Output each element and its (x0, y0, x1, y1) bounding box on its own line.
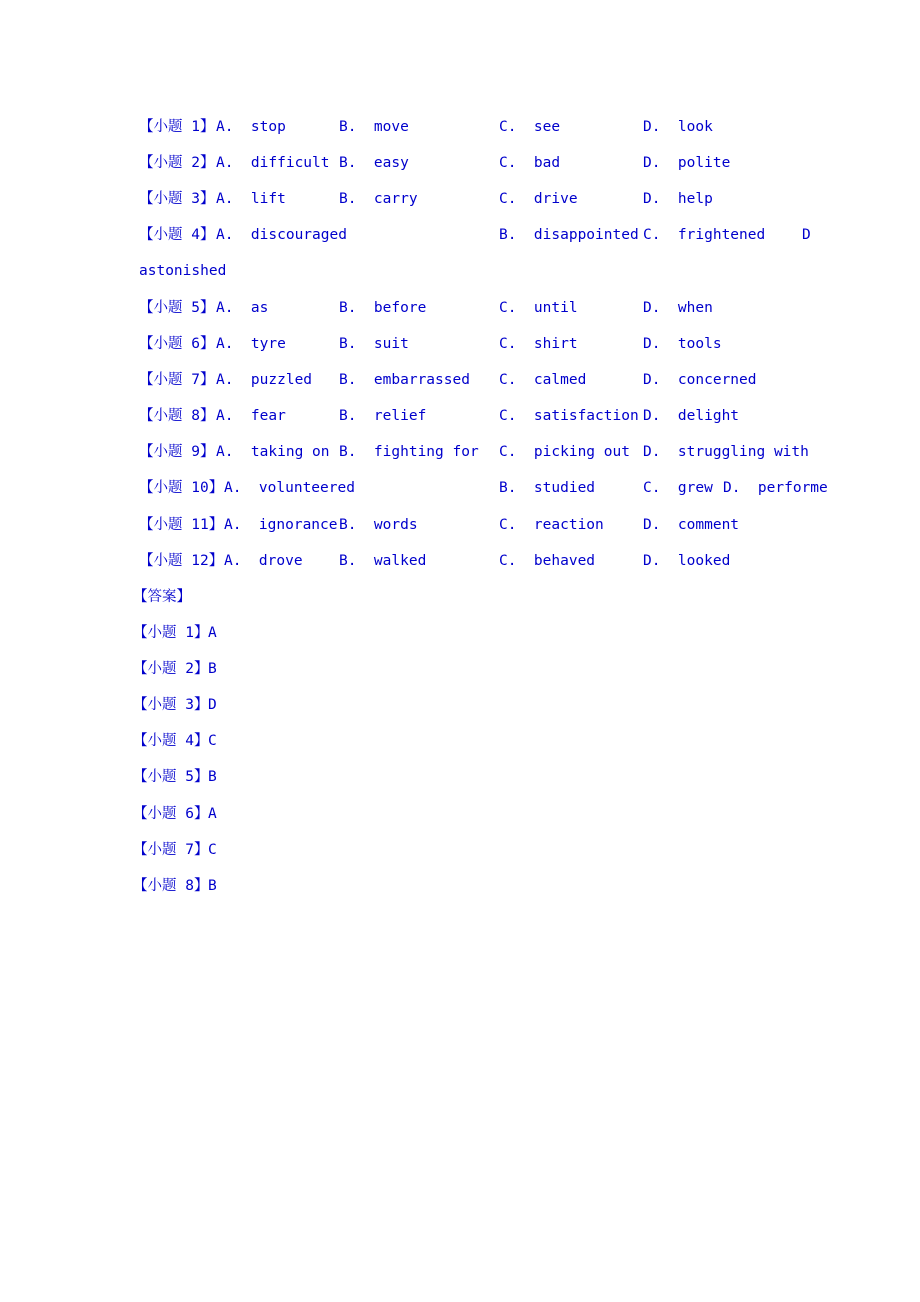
answer-number: 【小题 7】 (133, 842, 209, 858)
question-number: 【小题 5】 (139, 300, 215, 316)
option-b: B. carry (339, 191, 418, 207)
answer-number: 【小题 1】 (133, 625, 209, 641)
question-row-2 (0, 153, 731, 173)
question-row-4 (0, 225, 811, 245)
option-b: B. before (339, 300, 427, 316)
option-b: B. words (339, 517, 418, 533)
answer-value: B (208, 661, 217, 677)
option-d: D (802, 227, 811, 243)
answer-heading (0, 587, 191, 607)
option-d: D. tools (643, 336, 722, 352)
option-d: D. look (643, 119, 713, 135)
question-number: 【小题 2】 (139, 155, 215, 171)
answer-row-2 (0, 659, 217, 679)
option-a: A. drove (224, 553, 303, 569)
option-b: B. disappointed (499, 227, 639, 243)
answer-value: A (208, 806, 217, 822)
answer-number: 【小题 3】 (133, 697, 209, 713)
answer-row-8 (0, 876, 217, 896)
question-number: 【小题 6】 (139, 336, 215, 352)
answer-row-3 (0, 695, 217, 715)
option-b: B. move (339, 119, 409, 135)
option-c: C. picking out (499, 444, 630, 460)
question-row-8 (0, 406, 740, 426)
option-d: D. when (643, 300, 713, 316)
option-a: A. lift (216, 191, 286, 207)
answer-number: 【小题 4】 (133, 733, 209, 749)
option-a: A. volunteered (224, 480, 355, 496)
option-a: A. ignorance (224, 517, 338, 533)
option-d: D. concerned (643, 372, 757, 388)
question-number: 【小题 3】 (139, 191, 215, 207)
option-c: C. drive (499, 191, 578, 207)
option-a: A. tyre (216, 336, 286, 352)
option-c: C. bad (499, 155, 561, 171)
option-b: B. walked (339, 553, 427, 569)
answer-value: C (208, 733, 217, 749)
option-c: C. behaved (499, 553, 596, 569)
option-c: C. grew (643, 480, 713, 496)
option-a: A. taking on (216, 444, 330, 460)
option-a: A. difficult (216, 155, 330, 171)
option-c: C. calmed (499, 372, 587, 388)
question-number: 【小题 4】 (139, 227, 215, 243)
answer-number: 【小题 5】 (133, 769, 209, 785)
question-row-7 (0, 370, 757, 390)
option-c: C. until (499, 300, 578, 316)
option-a: A. stop (216, 119, 286, 135)
answer-number: 【小题 2】 (133, 661, 209, 677)
option-b: B. easy (339, 155, 409, 171)
question-number: 【小题 12】 (139, 553, 224, 569)
option-c: C. satisfaction (499, 408, 639, 424)
answer-value: A (208, 625, 217, 641)
option-c: C. reaction (499, 517, 604, 533)
answer-row-1 (0, 623, 217, 643)
option-c: C. see (499, 119, 561, 135)
option-d: D. performe (723, 480, 828, 496)
option-b: B. embarrassed (339, 372, 470, 388)
option-d: D. polite (643, 155, 731, 171)
answer-row-5 (0, 767, 217, 787)
question-number: 【小题 7】 (139, 372, 215, 388)
option-d: D. looked (643, 553, 731, 569)
option-b: B. suit (339, 336, 409, 352)
answer-number: 【小题 8】 (133, 878, 209, 894)
answer-value: D (208, 697, 217, 713)
answer-value: B (208, 769, 217, 785)
question-number: 【小题 8】 (139, 408, 215, 424)
option-a: A. as (216, 300, 269, 316)
answer-number: 【小题 6】 (133, 806, 209, 822)
question-row-6 (0, 334, 722, 354)
option-b: B. fighting for (339, 444, 479, 460)
option-a: A. fear (216, 408, 286, 424)
option-b: B. relief (339, 408, 427, 424)
option-d: D. struggling with (643, 444, 809, 460)
answer-value: C (208, 842, 217, 858)
option-d-continued: astonished (139, 263, 227, 279)
answer-row-6 (0, 804, 217, 824)
question-number: 【小题 11】 (139, 517, 224, 533)
option-d: D. help (643, 191, 713, 207)
option-a: A. puzzled (216, 372, 313, 388)
question-number: 【小题 9】 (139, 444, 215, 460)
answer-row-7 (0, 840, 217, 860)
answer-title: 【答案】 (133, 589, 191, 605)
question-row-5 (0, 298, 713, 318)
answer-row-4 (0, 731, 217, 751)
option-c: C. frightened (643, 227, 766, 243)
question-row-12 (0, 551, 731, 571)
option-b: B. studied (499, 480, 596, 496)
answer-value: B (208, 878, 217, 894)
question-row-11 (0, 515, 740, 535)
question-row-9 (0, 442, 809, 462)
option-a: A. discouraged (216, 227, 347, 243)
question-row-1 (0, 117, 713, 137)
question-number: 【小题 10】 (139, 480, 224, 496)
question-row-10 (0, 478, 828, 498)
question-number: 【小题 1】 (139, 119, 215, 135)
option-d: D. comment (643, 517, 740, 533)
question-row-4-wrap (0, 261, 227, 281)
question-row-3 (0, 189, 713, 209)
option-d: D. delight (643, 408, 740, 424)
option-c: C. shirt (499, 336, 578, 352)
